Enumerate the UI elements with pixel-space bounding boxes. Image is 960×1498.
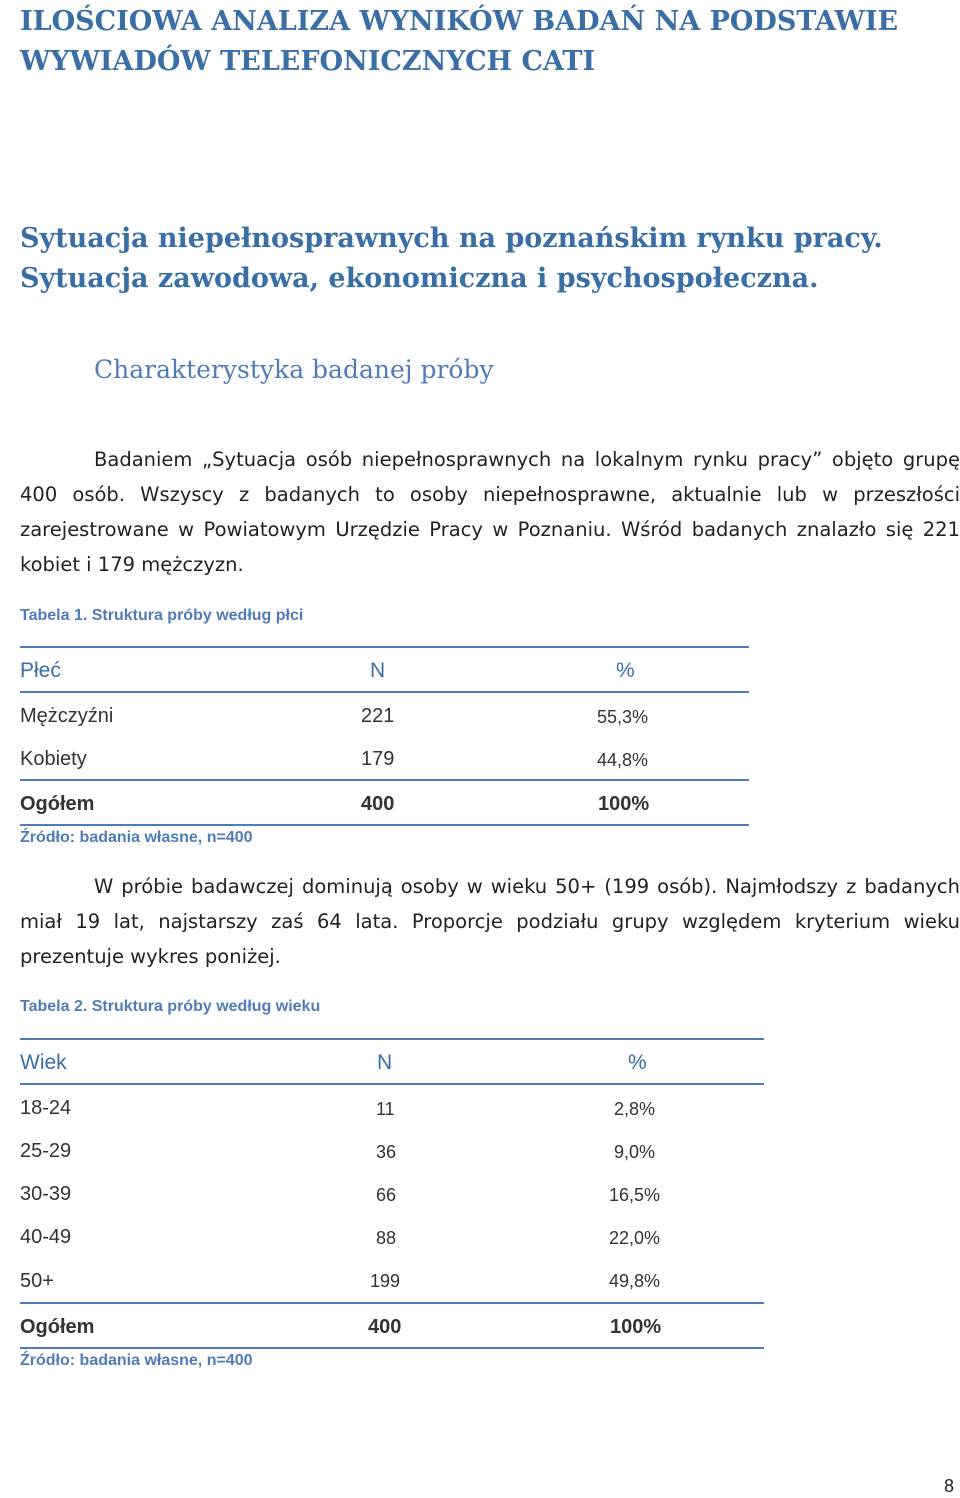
intro-paragraph <box>20 442 960 582</box>
table2-row5-label: 50+ <box>20 1270 54 1292</box>
table2-total-label: Ogółem <box>20 1316 95 1338</box>
table2-row3-label: 30-39 <box>20 1183 72 1205</box>
table2-row4-percent: 22,0% <box>609 1228 661 1248</box>
table2-caption: Tabela 2. Struktura próby według wieku <box>20 998 321 1015</box>
page-number: 8 <box>944 1476 955 1496</box>
table2-row1-n: 11 <box>376 1099 395 1119</box>
table1-row1-percent: 55,3% <box>597 707 649 727</box>
table2-row5-n: 199 <box>370 1271 401 1291</box>
table2-row3-n: 66 <box>376 1185 397 1205</box>
table2-bottom-rule <box>20 1347 764 1349</box>
table2-header-percent: % <box>628 1051 647 1074</box>
age-paragraph <box>20 869 960 974</box>
document-title: ILOŚCIOWA ANALIZA WYNIKÓW BADAŃ NA PODSTAWIE WYWIADÓW TELEFONICZNYCH CATI <box>20 6 899 77</box>
table2-row5-percent: 49,8% <box>609 1271 661 1291</box>
table2-row2-percent: 9,0% <box>614 1142 656 1162</box>
table2-row2-n: 36 <box>376 1142 397 1162</box>
intro-paragraph-text: Badaniem „Sytuacja osób niepełnosprawnych na lokalnym rynku pracy” objęto grupę 400 osób. Wszyscy z badanych to osoby niepełnosprawne, aktualnie lub w przeszłości zarejestrowane w Powiatowym Urzędzie Pracy w Poznaniu. Wśród badanych znalazło się 221 kobiet i 179 mężczyzn. <box>20 448 960 576</box>
table2-row4-n: 88 <box>376 1228 397 1248</box>
table1-source: Źródło: badania własne, n=400 <box>20 829 253 846</box>
table2-header-n: N <box>377 1051 393 1074</box>
table1-caption: Tabela 1. Struktura próby według płci <box>20 607 304 624</box>
table2-row3-percent: 16,5% <box>609 1185 661 1205</box>
document-subtitle: Sytuacja niepełnosprawnych na poznańskim rynku pracy. Sytuacja zawodowa, ekonomiczna i psychospołeczna. <box>20 223 883 294</box>
table1-row1-n: 221 <box>361 705 395 727</box>
section-heading: Charakterystyka badanej próby <box>94 355 494 384</box>
table1-total-n: 400 <box>361 793 395 815</box>
table1-row1-label: Mężczyźni <box>20 705 114 727</box>
table2-total-rule <box>20 1302 764 1304</box>
table1-row2-percent: 44,8% <box>597 750 649 770</box>
table2-row2-label: 25-29 <box>20 1140 72 1162</box>
table2-row4-label: 40-49 <box>20 1226 72 1248</box>
table2-top-rule <box>20 1038 764 1040</box>
table1-bottom-rule <box>20 824 749 826</box>
table1-row2-n: 179 <box>361 748 395 770</box>
table1-total-rule <box>20 779 749 781</box>
table2-header-age: Wiek <box>20 1051 67 1074</box>
table1-row2-label: Kobiety <box>20 748 87 770</box>
table2-header-rule <box>20 1083 764 1085</box>
table1-header-percent: % <box>616 659 635 682</box>
age-paragraph-text: W próbie badawczej dominują osoby w wieku 50+ (199 osób). Najmłodszy z badanych miał 19 lat, najstarszy zaś 64 lata. Proporcje podziału grupy względem kryterium wieku prezentuje wykres poniżej. <box>20 875 960 968</box>
table1-header-rule <box>20 691 749 693</box>
table2-row1-label: 18-24 <box>20 1097 72 1119</box>
table2-source: Źródło: badania własne, n=400 <box>20 1352 253 1369</box>
table1-header-n: N <box>370 659 386 682</box>
table1-total-label: Ogółem <box>20 793 95 815</box>
table1-top-rule <box>20 646 749 648</box>
table2-total-percent: 100% <box>610 1316 662 1338</box>
table1-total-percent: 100% <box>598 793 650 815</box>
table1-header-gender: Płeć <box>20 659 61 682</box>
table2-total-n: 400 <box>368 1316 402 1338</box>
table2-row1-percent: 2,8% <box>614 1099 656 1119</box>
